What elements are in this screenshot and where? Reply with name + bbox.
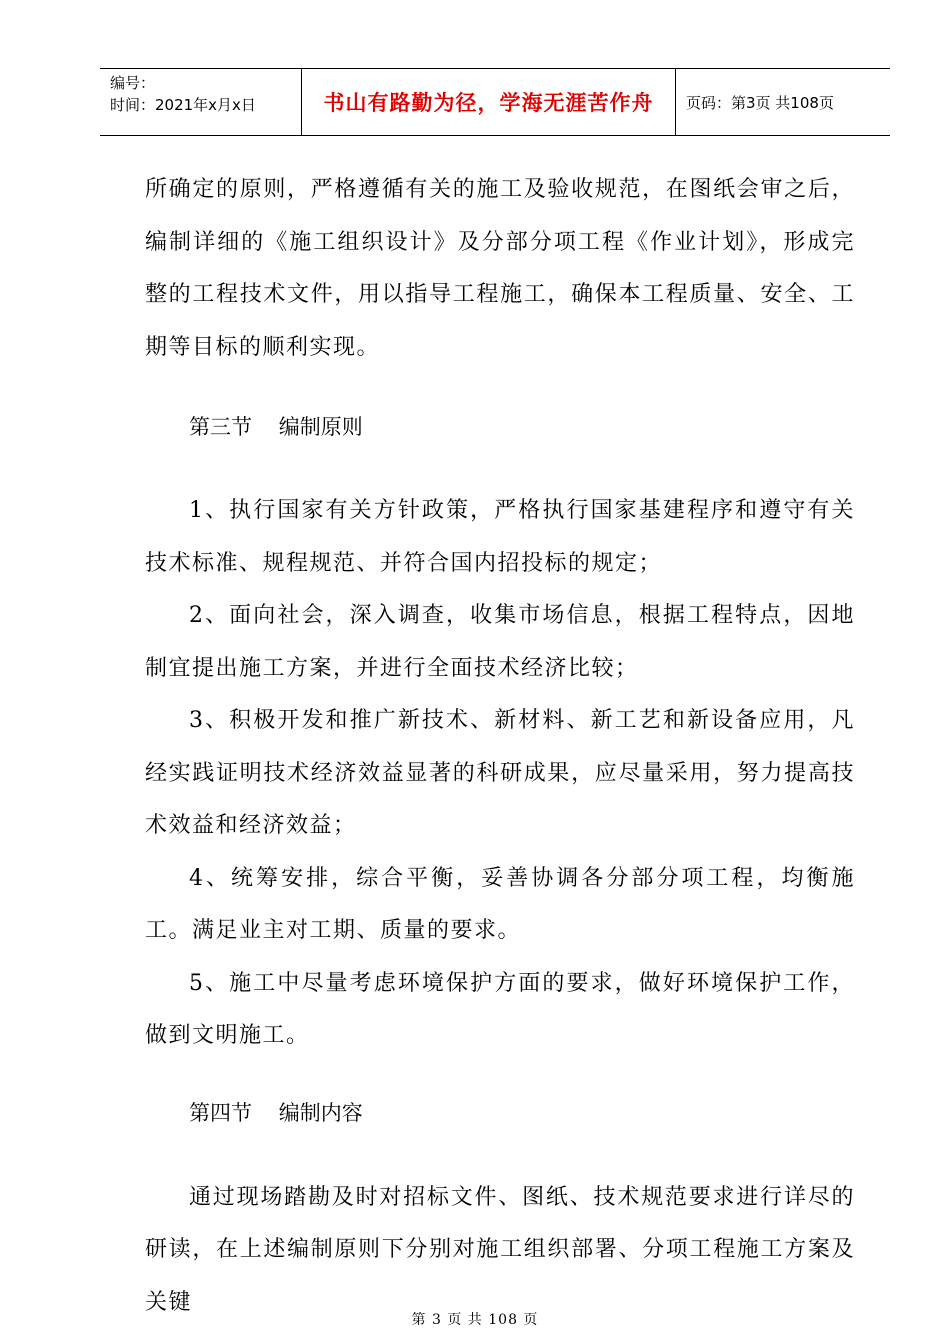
header-motto: 书山有路勤为径，学海无涯苦作舟	[323, 91, 654, 115]
document-body	[145, 164, 855, 1329]
section-heading-3: 第三节 编制原则	[189, 415, 363, 439]
paragraph-content: 通过现场踏勘及时对招标文件、图纸、技术规范要求进行详尽的研读，在上述编制原则下分别对施工组织部署、分项工程施工方案及关键	[145, 1184, 855, 1315]
document-number-label: 编号：	[110, 74, 156, 92]
paragraph-intro: 所确定的原则，严格遵循有关的施工及验收规范，在图纸会审之后，编制详细的《施工组织设计》及分部分项工程《作业计划》，形成完整的工程技术文件，用以指导工程施工，确保本工程质量、安全、工期等目标的顺利实现。	[145, 177, 855, 360]
document-time-label: 时间：2021年x月x日	[110, 96, 256, 114]
header-page-info: 页码：第3页 共108页	[686, 93, 834, 112]
principle-item-5: 5、施工中尽量考虑环境保护方面的要求，做好环境保护工作，做到文明施工。	[145, 970, 855, 1048]
section-heading-4: 第四节 编制内容	[189, 1100, 363, 1125]
principle-item-1: 1、执行国家有关方针政策，严格执行国家基建程序和遵守有关技术标准、规程规范、并符合国内招投标的规定；	[145, 498, 855, 576]
page-header	[100, 68, 890, 136]
header-meta	[100, 69, 302, 135]
principle-item-2: 2、面向社会，深入调查，收集市场信息，根据工程特点，因地制宜提出施工方案，并进行全面技术经济比较；	[145, 603, 855, 681]
principle-item-4: 4、统筹安排，综合平衡，妥善协调各分部分项工程，均衡施工。满足业主对工期、质量的要求。	[145, 865, 855, 943]
header-motto-cell	[302, 69, 676, 135]
principle-item-3: 3、积极开发和推广新技术、新材料、新工艺和新设备应用，凡经实践证明技术经济效益显著的科研成果，应尽量采用，努力提高技术效益和经济效益；	[145, 708, 855, 838]
page-footer: 第 3 页 共 108 页	[411, 1312, 539, 1328]
